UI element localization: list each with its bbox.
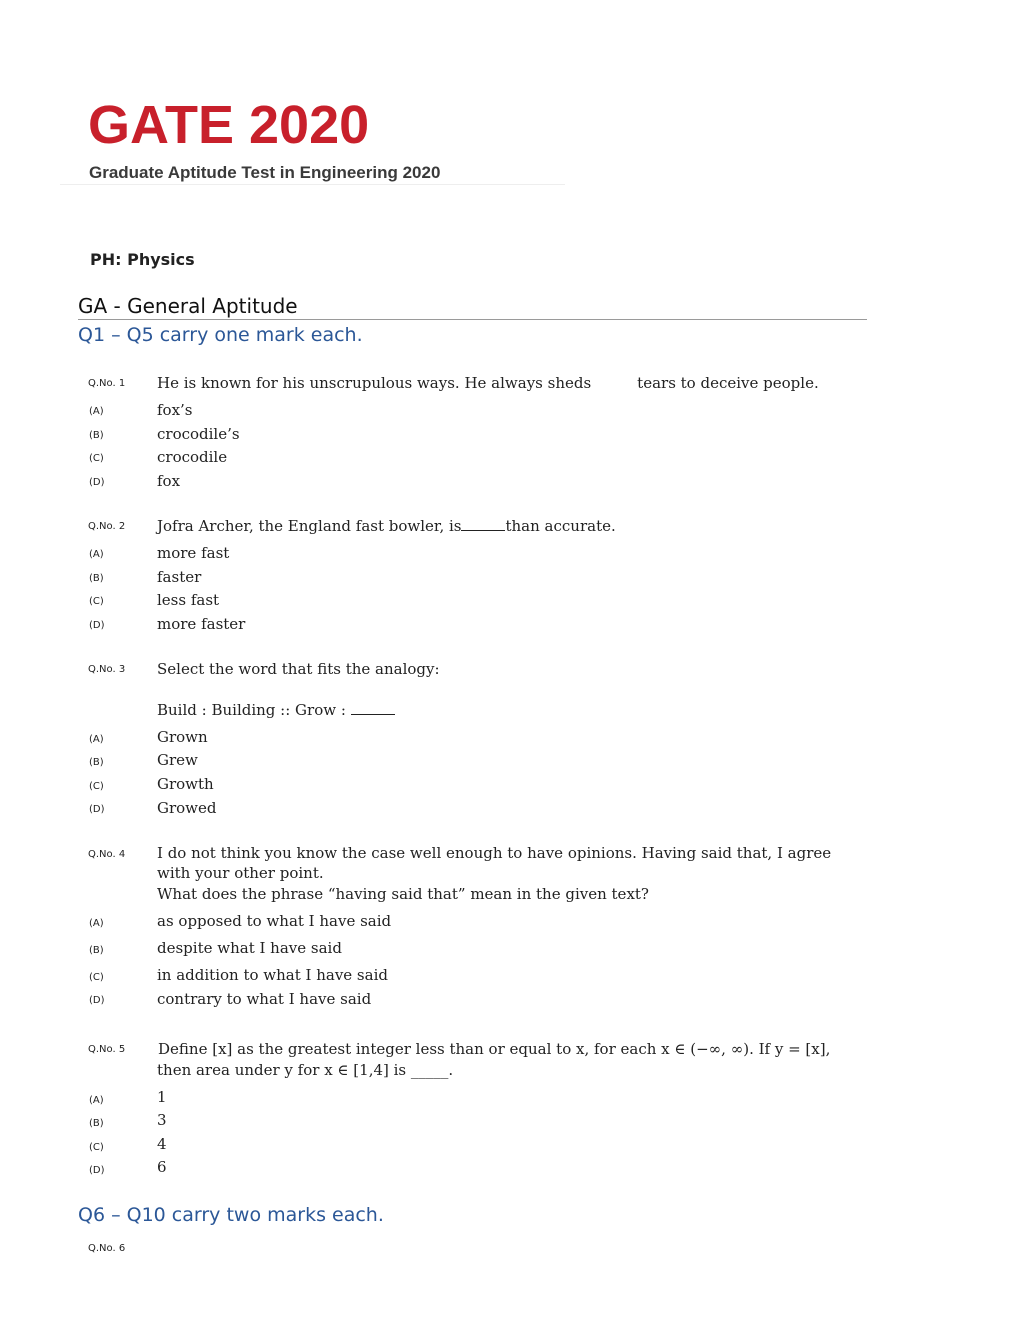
question-text-line: I do not think you know the case well enough to have opinions. Having said that, I agree [157, 844, 832, 862]
marks-heading-one: Q1 – Q5 carry one mark each. [78, 324, 363, 346]
option-text: crocodile [157, 448, 228, 466]
option-label: (D) [89, 995, 105, 1006]
answer-blank [461, 516, 505, 531]
option-label: (C) [89, 781, 104, 792]
answer-blank [351, 700, 395, 715]
paper-name: PH: Physics [90, 250, 195, 269]
question-text [157, 373, 819, 393]
option-label: (B) [89, 573, 104, 584]
question-number: Q.No. 2 [88, 521, 126, 532]
exam-subtitle: Graduate Aptitude Test in Engineering 2020 [89, 163, 441, 182]
question-text [157, 516, 616, 536]
section-heading: GA - General Aptitude [78, 294, 298, 318]
option-label: (D) [89, 1165, 105, 1176]
question-number: Q.No. 1 [88, 378, 126, 389]
option-label: (A) [89, 734, 104, 745]
option-label: (D) [89, 477, 105, 488]
question-text-line: with your other point. [157, 864, 324, 882]
option-text: 6 [157, 1158, 167, 1176]
marks-heading-two: Q6 – Q10 carry two marks each. [78, 1204, 384, 1226]
question-text-before: He is known for his unscrupulous ways. He always sheds [157, 374, 592, 392]
option-label: (A) [89, 406, 104, 417]
question-number: Q.No. 3 [88, 664, 126, 675]
option-text: in addition to what I have said [157, 966, 388, 984]
option-text: 1 [157, 1088, 167, 1106]
section-divider [78, 319, 867, 320]
question-text-line: What does the phrase “having said that” mean in the given text? [157, 885, 649, 903]
option-text: fox’s [157, 401, 193, 419]
option-label: (B) [89, 945, 104, 956]
option-text: more fast [157, 544, 230, 562]
question-text-line: Define [x] as the greatest integer less than or equal to x, for each x ∈ (−∞, ∞). If y = [x], [158, 1040, 831, 1058]
question-text-after: tears to deceive people. [637, 374, 819, 392]
option-text: despite what I have said [157, 939, 342, 957]
option-text: Grown [157, 728, 208, 746]
option-label: (B) [89, 430, 104, 441]
option-text: less fast [157, 591, 220, 609]
option-label: (A) [89, 549, 104, 560]
option-text: Growth [157, 775, 214, 793]
question-text-line: then area under y for x ∈ [1,4] is _____. [157, 1061, 454, 1079]
analogy-line [157, 700, 395, 720]
option-text: fox [157, 472, 181, 490]
option-label: (C) [89, 453, 104, 464]
option-label: (A) [89, 918, 104, 929]
option-label: (C) [89, 972, 104, 983]
option-text: 3 [157, 1111, 167, 1129]
option-text: Grew [157, 751, 198, 769]
option-text: more faster [157, 615, 246, 633]
option-label: (D) [89, 804, 105, 815]
option-text: crocodile’s [157, 425, 240, 443]
option-label: (A) [89, 1095, 104, 1106]
analogy-text: Build : Building :: Grow : [157, 701, 346, 719]
option-label: (B) [89, 757, 104, 768]
question-number: Q.No. 6 [88, 1243, 126, 1254]
option-label: (C) [89, 596, 104, 607]
option-text: contrary to what I have said [157, 990, 372, 1008]
subtitle-divider [60, 184, 565, 185]
question-text-before: Jofra Archer, the England fast bowler, is [157, 517, 462, 535]
option-text: 4 [157, 1135, 167, 1153]
option-label: (D) [89, 620, 105, 631]
option-label: (B) [89, 1118, 104, 1129]
option-text: Growed [157, 799, 217, 817]
option-label: (C) [89, 1142, 104, 1153]
question-number: Q.No. 4 [88, 849, 126, 860]
option-text: faster [157, 568, 202, 586]
question-number: Q.No. 5 [88, 1044, 126, 1055]
option-text: as opposed to what I have said [157, 912, 392, 930]
question-text: Select the word that fits the analogy: [157, 660, 440, 678]
question-text-after: than accurate. [505, 517, 616, 535]
exam-title: GATE 2020 [88, 95, 370, 155]
